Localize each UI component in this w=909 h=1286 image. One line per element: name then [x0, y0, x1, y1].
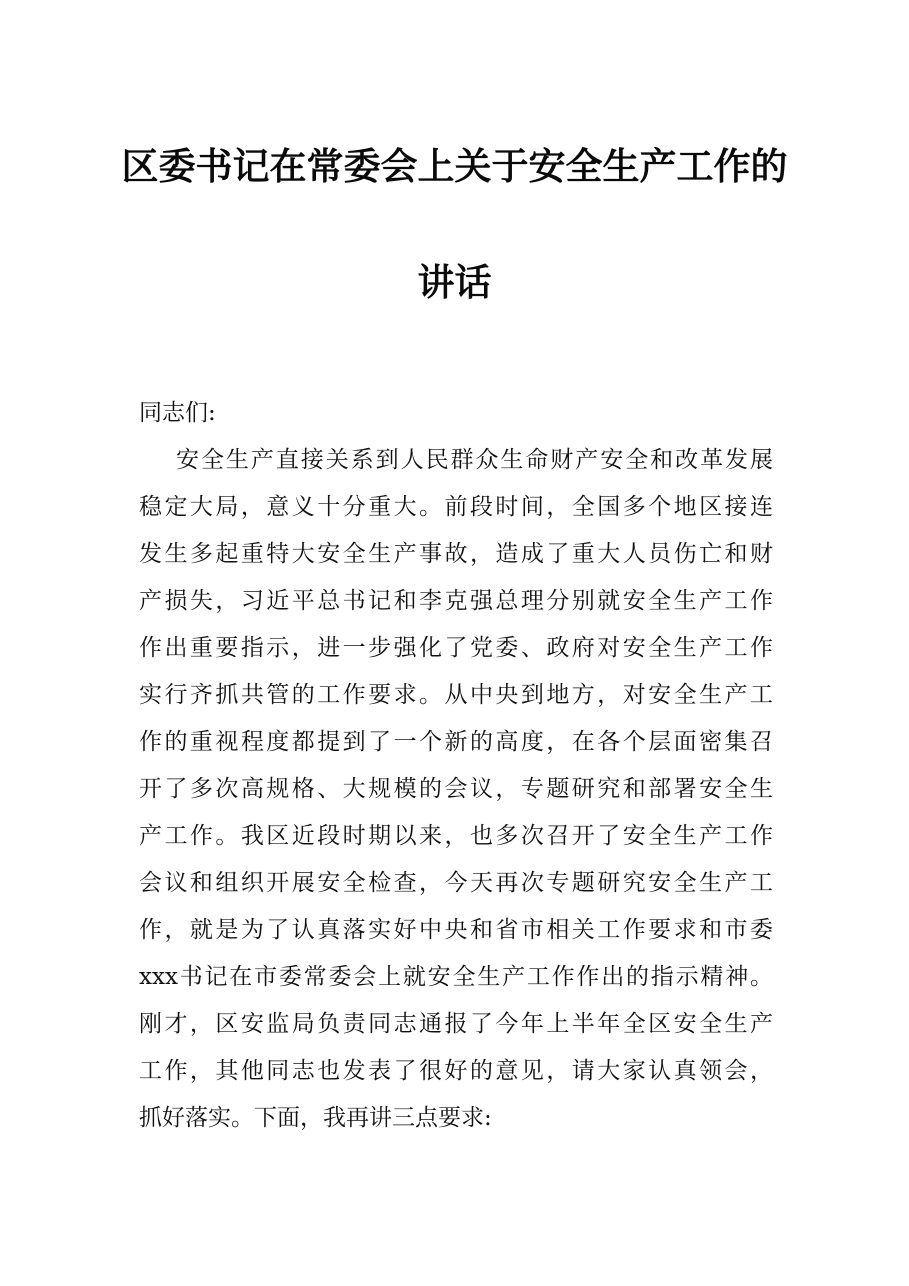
body-line: 稳定大局，意义十分重大。前段时间，全国多个地区接连 [139, 494, 773, 520]
body-line: 开了多次高规格、大规模的会议，专题研究和部署安全生 [139, 776, 773, 802]
body-line: 抓好落实。下面，我再讲三点要求: [139, 1105, 492, 1131]
body-line: 作的重视程度都提到了一个新的高度，在各个层面密集召 [139, 729, 773, 755]
body-line: 作，就是为了认真落实好中央和省市相关工作要求和市委 [139, 917, 773, 943]
salutation: 同志们: [139, 400, 216, 426]
body-line: 安全生产直接关系到人民群众生命财产安全和改革发展 [176, 447, 773, 473]
body-line: 产工作。我区近段时期以来，也多次召开了安全生产工作 [139, 823, 773, 849]
body-line: 工作，其他同志也发表了很好的意见，请大家认真领会， [139, 1058, 773, 1084]
body-line: 会议和组织开展安全检查，今天再次专题研究安全生产工 [139, 870, 773, 896]
document-title-line-1: 区委书记在常委会上关于安全生产工作的 [121, 144, 788, 188]
body-line: 发生多起重特大安全生产事故，造成了重大人员伤亡和财 [139, 541, 773, 567]
document-body [139, 390, 773, 1142]
body-line: 作出重要指示，进一步强化了党委、政府对安全生产工作 [139, 635, 773, 661]
body-line: 实行齐抓共管的工作要求。从中央到地方，对安全生产工 [139, 682, 773, 708]
body-line: 产损失，习近平总书记和李克强总理分别就安全生产工作 [139, 588, 773, 614]
document-title-line-2: 讲话 [417, 260, 492, 304]
body-line: xxx书记在市委常委会上就安全生产工作作出的指示精神。 [139, 964, 773, 990]
body-line: 刚才，区安监局负责同志通报了今年上半年全区安全生产 [139, 1011, 773, 1037]
